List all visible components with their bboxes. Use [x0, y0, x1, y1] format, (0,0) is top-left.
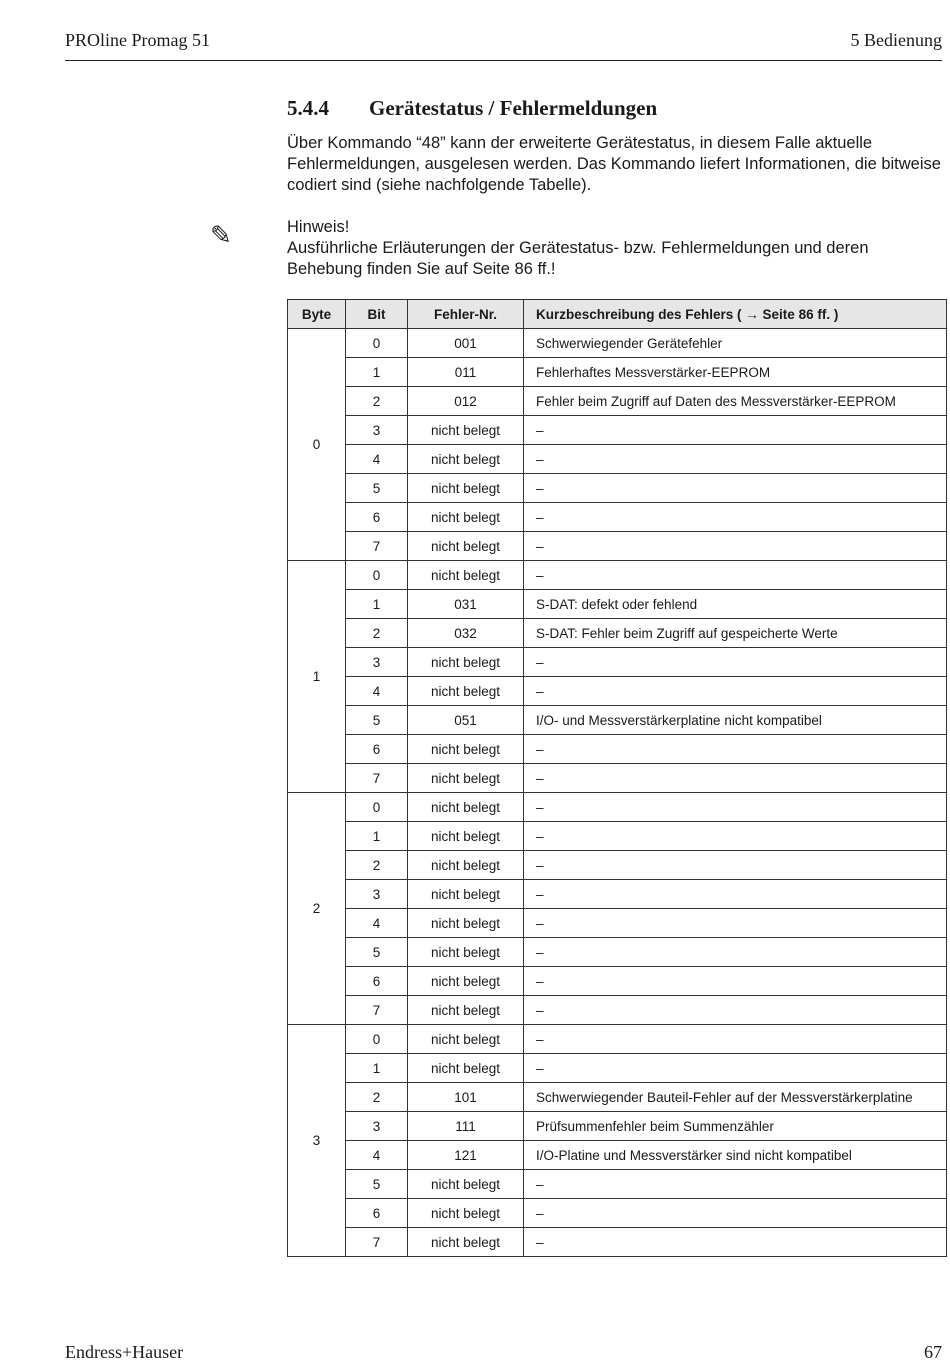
table-row	[288, 1112, 947, 1141]
fehler-nr-cell: nicht belegt	[408, 532, 524, 561]
pencil-icon: ✎	[210, 220, 232, 250]
fehler-nr-cell: 101	[408, 1083, 524, 1112]
bit-cell: 5	[346, 938, 408, 967]
table-row	[288, 532, 947, 561]
fehler-nr-cell: nicht belegt	[408, 996, 524, 1025]
table-row	[288, 822, 947, 851]
desc-cell: Schwerwiegender Bauteil-Fehler auf der Messverstärkerplatine	[524, 1083, 947, 1112]
bit-cell: 5	[346, 706, 408, 735]
fehler-nr-cell: 001	[408, 329, 524, 358]
table-body	[288, 329, 947, 1257]
byte-cell: 1	[288, 561, 346, 793]
bit-cell: 2	[346, 387, 408, 416]
desc-cell: –	[524, 474, 947, 503]
table-row	[288, 1199, 947, 1228]
table-row	[288, 938, 947, 967]
note-title: Hinweis!	[287, 218, 350, 236]
table-row	[288, 619, 947, 648]
fehler-nr-cell: nicht belegt	[408, 648, 524, 677]
table-row	[288, 735, 947, 764]
bit-cell: 6	[346, 735, 408, 764]
note-text: Ausführliche Erläuterungen der Gerätestatus- bzw. Fehlermeldungen und deren Behebung finden Sie auf Seite 86 ff.!	[287, 239, 869, 278]
desc-cell: –	[524, 1170, 947, 1199]
bit-cell: 0	[346, 793, 408, 822]
bit-cell: 1	[346, 1054, 408, 1083]
fehler-nr-cell: 111	[408, 1112, 524, 1141]
desc-cell: Fehlerhaftes Messverstärker-EEPROM	[524, 358, 947, 387]
table-row	[288, 880, 947, 909]
fehler-nr-cell: nicht belegt	[408, 503, 524, 532]
table-row	[288, 764, 947, 793]
desc-cell: –	[524, 1199, 947, 1228]
header-chapter: 5 Bedienung	[850, 30, 942, 50]
error-status-table	[287, 299, 947, 1257]
bit-cell: 6	[346, 967, 408, 996]
section-title: Gerätestatus / Fehlermeldungen	[369, 96, 658, 120]
desc-cell: –	[524, 938, 947, 967]
fehler-nr-cell: nicht belegt	[408, 1199, 524, 1228]
table-header-row	[288, 300, 947, 329]
fehler-nr-cell: nicht belegt	[408, 851, 524, 880]
table-row	[288, 967, 947, 996]
desc-cell: –	[524, 793, 947, 822]
col-header-bit: Bit	[346, 300, 408, 329]
byte-cell: 0	[288, 329, 346, 561]
bit-cell: 5	[346, 474, 408, 503]
desc-cell: –	[524, 880, 947, 909]
footer-brand: Endress+Hauser	[65, 1342, 184, 1362]
fehler-nr-cell: 032	[408, 619, 524, 648]
section-number: 5.4.4	[287, 96, 329, 120]
table-row	[288, 445, 947, 474]
bit-cell: 6	[346, 503, 408, 532]
bit-cell: 5	[346, 1170, 408, 1199]
bit-cell: 2	[346, 619, 408, 648]
bit-cell: 4	[346, 1141, 408, 1170]
table-row	[288, 474, 947, 503]
desc-cell: –	[524, 764, 947, 793]
bit-cell: 4	[346, 445, 408, 474]
fehler-nr-cell: nicht belegt	[408, 822, 524, 851]
desc-cell: –	[524, 851, 947, 880]
bit-cell: 0	[346, 1025, 408, 1054]
intro-paragraph: Über Kommando “48” kann der erweiterte Gerätestatus, in diesem Falle aktuelle Fehlermeldungen, ausgelesen werden. Das Kommando liefert Informationen, die bitweise codiert sind (siehe nachfolgende Tabelle).	[287, 134, 941, 194]
desc-cell: –	[524, 1228, 947, 1257]
bit-cell: 0	[346, 329, 408, 358]
fehler-nr-cell: nicht belegt	[408, 735, 524, 764]
table-row	[288, 561, 947, 590]
bit-cell: 6	[346, 1199, 408, 1228]
table-row	[288, 677, 947, 706]
header-doc-title: PROline Promag 51	[65, 30, 211, 50]
table-row	[288, 1025, 947, 1054]
table-row	[288, 387, 947, 416]
fehler-nr-cell: nicht belegt	[408, 677, 524, 706]
table-row	[288, 793, 947, 822]
table-row	[288, 416, 947, 445]
fehler-nr-cell: nicht belegt	[408, 880, 524, 909]
bit-cell: 3	[346, 648, 408, 677]
desc-cell: I/O- und Messverstärkerplatine nicht kompatibel	[524, 706, 947, 735]
table-row	[288, 358, 947, 387]
table-row	[288, 1141, 947, 1170]
bit-cell: 7	[346, 532, 408, 561]
fehler-nr-cell: 012	[408, 387, 524, 416]
byte-cell: 2	[288, 793, 346, 1025]
fehler-nr-cell: nicht belegt	[408, 1025, 524, 1054]
desc-cell: –	[524, 648, 947, 677]
fehler-nr-cell: 121	[408, 1141, 524, 1170]
table-row	[288, 996, 947, 1025]
fehler-nr-cell: nicht belegt	[408, 967, 524, 996]
bit-cell: 1	[346, 590, 408, 619]
table-row	[288, 590, 947, 619]
table-row	[288, 503, 947, 532]
bit-cell: 2	[346, 851, 408, 880]
fehler-nr-cell: nicht belegt	[408, 764, 524, 793]
desc-cell: –	[524, 532, 947, 561]
desc-cell: –	[524, 416, 947, 445]
fehler-nr-cell: nicht belegt	[408, 1054, 524, 1083]
desc-cell: –	[524, 561, 947, 590]
fehler-nr-cell: nicht belegt	[408, 416, 524, 445]
desc-cell: –	[524, 1025, 947, 1054]
page-number: 67	[924, 1342, 942, 1362]
table-row	[288, 648, 947, 677]
fehler-nr-cell: 051	[408, 706, 524, 735]
desc-cell: Prüfsummenfehler beim Summenzähler	[524, 1112, 947, 1141]
fehler-nr-cell: nicht belegt	[408, 445, 524, 474]
fehler-nr-cell: nicht belegt	[408, 561, 524, 590]
fehler-nr-cell: nicht belegt	[408, 1170, 524, 1199]
table-row	[288, 851, 947, 880]
note-block	[287, 217, 943, 280]
desc-cell: –	[524, 735, 947, 764]
table-row	[288, 909, 947, 938]
fehler-nr-cell: nicht belegt	[408, 938, 524, 967]
bit-cell: 7	[346, 1228, 408, 1257]
table-row	[288, 1170, 947, 1199]
fehler-nr-cell: nicht belegt	[408, 793, 524, 822]
bit-cell: 4	[346, 909, 408, 938]
table-row	[288, 1054, 947, 1083]
bit-cell: 4	[346, 677, 408, 706]
desc-cell: Schwerwiegender Gerätefehler	[524, 329, 947, 358]
bit-cell: 7	[346, 996, 408, 1025]
desc-cell: –	[524, 1054, 947, 1083]
desc-cell: Fehler beim Zugriff auf Daten des Messverstärker-EEPROM	[524, 387, 947, 416]
bit-cell: 1	[346, 822, 408, 851]
fehler-nr-cell: 031	[408, 590, 524, 619]
byte-cell: 3	[288, 1025, 346, 1257]
desc-cell: S-DAT: Fehler beim Zugriff auf gespeicherte Werte	[524, 619, 947, 648]
bit-cell: 3	[346, 416, 408, 445]
desc-cell: –	[524, 909, 947, 938]
bit-cell: 0	[346, 561, 408, 590]
bit-cell: 7	[346, 764, 408, 793]
fehler-nr-cell: 011	[408, 358, 524, 387]
desc-cell: –	[524, 677, 947, 706]
table-row	[288, 1083, 947, 1112]
table-row	[288, 706, 947, 735]
col-header-fehler-nr: Fehler-Nr.	[408, 300, 524, 329]
section-heading	[287, 96, 657, 121]
fehler-nr-cell: nicht belegt	[408, 1228, 524, 1257]
desc-cell: I/O-Platine und Messverstärker sind nicht kompatibel	[524, 1141, 947, 1170]
desc-cell: –	[524, 503, 947, 532]
desc-cell: –	[524, 967, 947, 996]
header-rule	[65, 60, 942, 61]
fehler-nr-cell: nicht belegt	[408, 909, 524, 938]
fehler-nr-cell: nicht belegt	[408, 474, 524, 503]
bit-cell: 3	[346, 1112, 408, 1141]
desc-cell: –	[524, 996, 947, 1025]
desc-cell: S-DAT: defekt oder fehlend	[524, 590, 947, 619]
table-row	[288, 1228, 947, 1257]
col-header-byte: Byte	[288, 300, 346, 329]
desc-cell: –	[524, 445, 947, 474]
bit-cell: 3	[346, 880, 408, 909]
desc-cell: –	[524, 822, 947, 851]
bit-cell: 1	[346, 358, 408, 387]
bit-cell: 2	[346, 1083, 408, 1112]
col-header-desc: Kurzbeschreibung des Fehlers ( → Seite 86 ff. )	[524, 300, 947, 329]
table-row	[288, 329, 947, 358]
